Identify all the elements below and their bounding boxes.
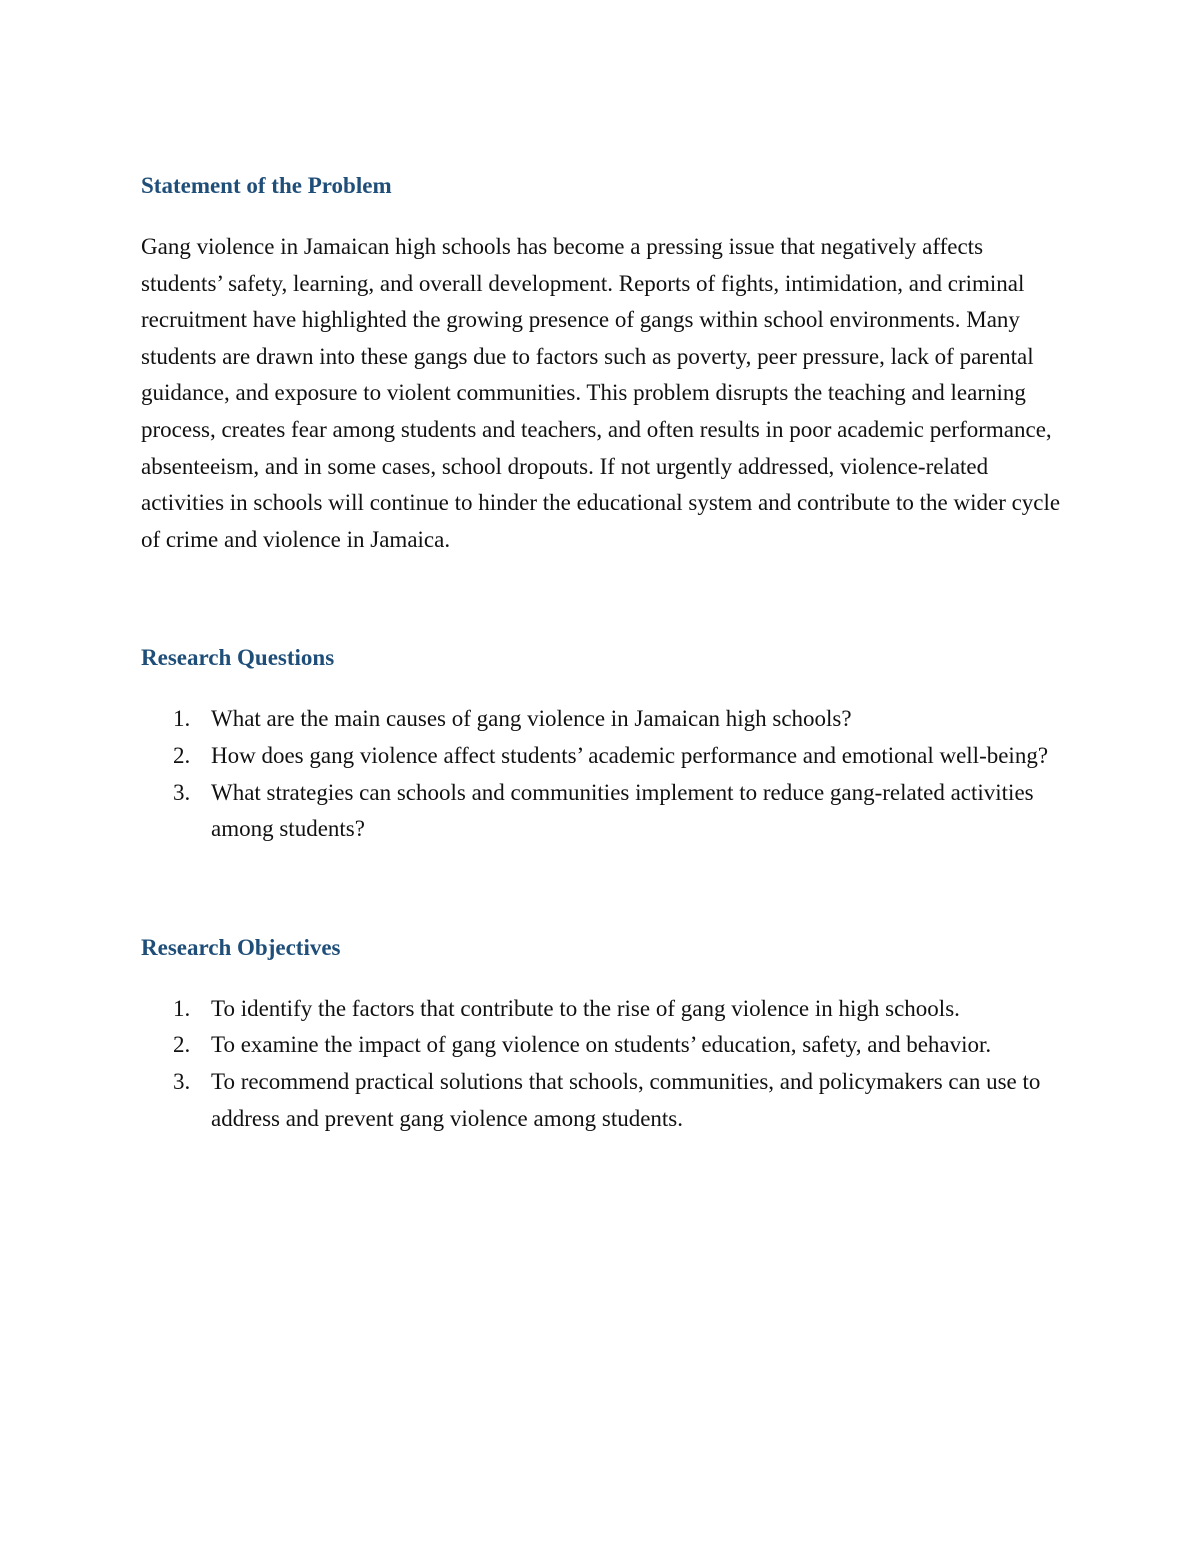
statement-paragraph: Gang violence in Jamaican high schools has become a pressing issue that negatively affects students’ safety, learning, and overall development. Reports of fights, intimidation, and criminal recruitment have highlighted the growing presence of gangs within school environments. Many students are drawn into these gangs due to factors such as poverty, peer pressure, lack of parental guidance, and exposure to violent communities. This problem disrupts the teaching and learning process, creates fear among students and teachers, and often results in poor academic performance, absenteeism, and in some cases, school dropouts. If not urgently addressed, violence-related activities in schools will continue to hinder the educational system and contribute to the wider cycle of crime and violence in Jamaica.	[141, 234, 1061, 552]
section-statement-of-problem	[141, 168, 1071, 558]
list-item-text: To recommend practical solutions that schools, communities, and policymakers can use to address and prevent gang violence among students.	[211, 1068, 1041, 1131]
list-number: 2.	[173, 742, 191, 768]
list-item	[141, 1064, 1071, 1137]
research-questions-heading: Research Questions	[141, 645, 335, 671]
list-item	[141, 1027, 1071, 1064]
list-item-text: What are the main causes of gang violence in Jamaican high schools?	[211, 706, 852, 732]
list-item	[141, 701, 1071, 738]
document-content	[141, 168, 1071, 1137]
list-item	[141, 991, 1071, 1028]
research-questions-list	[141, 701, 1071, 847]
section-research-objectives	[141, 930, 1071, 1137]
research-objectives-heading: Research Objectives	[141, 934, 341, 960]
list-number: 3.	[173, 1068, 191, 1094]
statement-heading: Statement of the Problem	[141, 173, 392, 198]
list-number: 1.	[173, 995, 191, 1021]
list-item-text: What strategies can schools and communities implement to reduce gang-related activities among students?	[211, 779, 1034, 842]
list-item	[141, 775, 1071, 848]
list-item-text: How does gang violence affect students’ academic performance and emotional well-being?	[211, 742, 1049, 768]
list-item-text: To examine the impact of gang violence on students’ education, safety, and behavior.	[211, 1032, 992, 1058]
research-objectives-list	[141, 991, 1071, 1137]
list-item	[141, 738, 1071, 775]
list-number: 1.	[173, 706, 191, 732]
list-number: 3.	[173, 779, 191, 805]
list-item-text: To identify the factors that contribute to the rise of gang violence in high schools.	[211, 995, 960, 1021]
section-research-questions	[141, 640, 1071, 847]
list-number: 2.	[173, 1032, 191, 1058]
